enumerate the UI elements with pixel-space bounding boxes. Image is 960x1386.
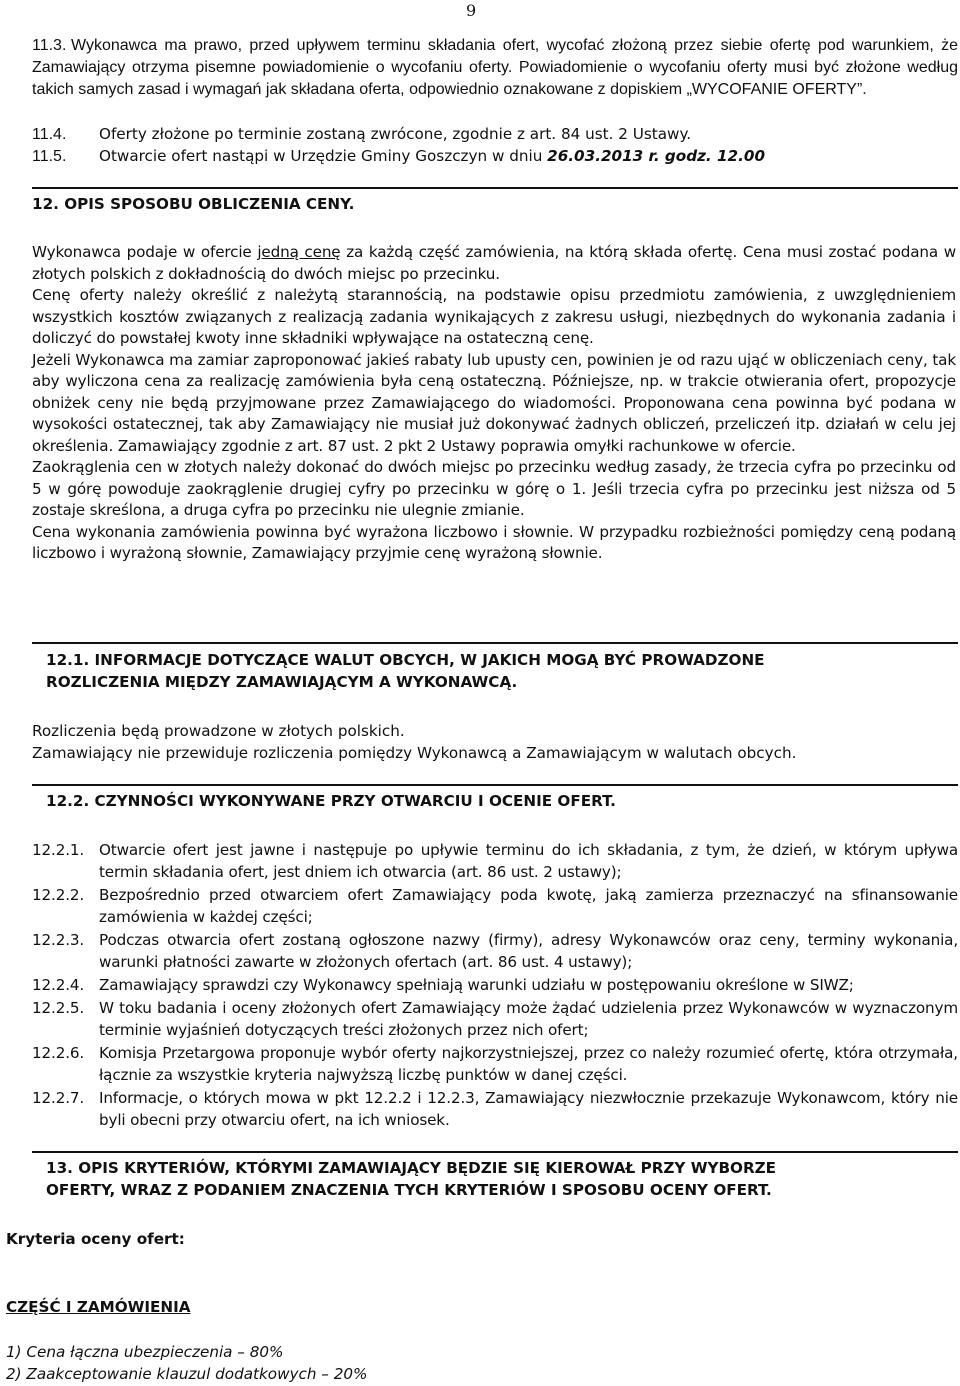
paragraph: Rozliczenia będą prowadzone w złotych polskich.	[32, 722, 405, 740]
paragraph-number: 11.3.	[32, 37, 67, 54]
heading-line: OFERTY, WRAZ Z PODANIEM ZNACZENIA TYCH KRYTERIÓW I SPOSOBU OCENY OFERT.	[46, 1180, 772, 1199]
item-text: Informacje, o których mowa w pkt 12.2.2 i 12.2.3, Zamawiający niezwłocznie przekazuje Wykonawcom, który nie byli obecni przy otwarciu ofert, na ich wniosek.	[99, 1089, 958, 1129]
heading-line: ROZLICZENIA MIĘDZY ZAMAWIAJĄCYM A WYKONAWCĄ.	[46, 672, 518, 691]
item-number: 12.2.6.	[32, 1044, 85, 1062]
section-12-1-heading	[46, 650, 956, 693]
heading-line: 13. OPIS KRYTERIÓW, KTÓRYMI ZAMAWIAJĄCY BĘDZIE SIĘ KIEROWAŁ PRZY WYBORZE	[46, 1159, 777, 1177]
paragraph-11-4	[32, 124, 958, 146]
section-12-2-heading: 12.2. CZYNNOŚCI WYKONYWANE PRZY OTWARCIU I OCENIE OFERT.	[46, 792, 616, 810]
item-number: 12.2.3.	[32, 931, 85, 949]
section-12-heading: 12. OPIS SPOSOBU OBLICZENIA CENY.	[32, 195, 355, 213]
list-item	[32, 840, 958, 883]
section-divider	[32, 642, 958, 644]
heading-line: 12.1. INFORMACJE DOTYCZĄCE WALUT OBCYCH, W JAKICH MOGĄ BYĆ PROWADZONE	[46, 651, 765, 669]
item-text: W toku badania i oceny złożonych ofert Zamawiający może żądać udzielenia przez Wykonawców w wyznaczonym terminie wyjaśnień dotyczących treści złożonych przez nich ofert;	[99, 999, 958, 1039]
criteria-label: Kryteria oceny ofert:	[6, 1230, 185, 1248]
list-item	[32, 975, 958, 997]
list-item	[32, 1088, 958, 1131]
item-text: Zamawiający sprawdzi czy Wykonawcy spełniają warunki udziału w postępowaniu określone w SIWZ;	[99, 976, 854, 994]
paragraph-number: 11.5.	[32, 148, 67, 165]
paragraph: Cenę oferty należy określić z należytą starannością, na podstawie opisu przedmiotu zamówienia, z uwzględnieniem wszystkich kosztów związanych z realizacją zadania wynikających z zakresu usługi, niezbędnych do wykonania zadania i doliczyć do powstałej kwoty inne składniki wpływające na ostateczną cenę.	[32, 286, 956, 347]
underlined-text: jedną cenę	[257, 243, 341, 261]
criterion-item: 2) Zaakceptowanie klauzul dodatkowych – 20%	[6, 1364, 368, 1383]
paragraph-text: Otwarcie ofert nastąpi w Urzędzie Gminy Goszczyn w dniu	[99, 147, 548, 165]
list-item	[32, 930, 958, 973]
item-number: 12.2.1.	[32, 841, 85, 859]
text-run: za każdą część zamówienia, na którą składa ofertę. Cena musi zostać podana w złotych polskich z dokładnością do dwóch miejsc po przecinku.	[32, 243, 956, 283]
paragraph-text: Wykonawca ma prawo, przed upływem terminu składania ofert, wycofać złożoną przez siebie ofertę pod warunkiem, że Zamawiający otrzyma pisemne powiadomienie o wycofaniu oferty. Powiadomienie o wycofaniu oferty musi być złożone według takich samych zasad i wymagań jak składana oferta, odpowiednio oznakowane z dopiskiem „WYCOFANIE OFERTY”.	[32, 37, 958, 98]
text-run: Wykonawca podaje w ofercie	[32, 243, 258, 261]
paragraph: Cena wykonania zamówienia powinna być wyrażona liczbowo i słownie. W przypadku rozbieżności pomiędzy ceną podaną liczbowo i wyrażoną słownie, Zamawiający przyjmie cenę wyrażoną słownie.	[32, 522, 956, 562]
paragraph-11-5	[32, 146, 958, 168]
list-item	[32, 1043, 958, 1086]
criterion-item: 1) Cena łączna ubezpieczenia – 80%	[6, 1343, 284, 1361]
item-number: 12.2.4.	[32, 976, 85, 994]
section-12-1-text	[32, 721, 958, 764]
paragraph-11-3	[32, 35, 958, 101]
paragraph-text: Oferty złożone po terminie zostaną zwrócone, zgodnie z art. 84 ust. 2 Ustawy.	[99, 125, 692, 143]
opening-date: 26.03.2013 r. godz. 12.00	[547, 147, 766, 165]
item-number: 12.2.2.	[32, 886, 85, 904]
section-divider	[32, 187, 958, 189]
section-12-text	[32, 242, 956, 565]
part-label: CZĘŚĆ I ZAMÓWIENIA	[6, 1298, 191, 1316]
item-text: Otwarcie ofert jest jawne i następuje po upływie terminu do ich składania, z tym, że dzień, w którym upływa termin składania ofert, jest dniem ich otwarcia (art. 86 ust. 2 ustawy);	[99, 841, 958, 881]
item-text: Komisja Przetargowa proponuje wybór oferty najkorzystniejszej, przez co należy rozumieć ofertę, która otrzymała, łącznie za wszystkie kryteria najwyższą liczbę punktów w danej części.	[99, 1044, 958, 1084]
paragraph: Zaokrąglenia cen w złotych należy dokonać do dwóch miejsc po przecinku według zasady, że trzecia cyfra po przecinku od 5 w górę powoduje zaokrąglenie drugiej cyfry po przecinku w górę o 1. Jeśli trzecia cyfra po przecinku jest niższa od 5 zostaje skreślona, a druga cyfra po przecinku nie ulegnie zmianie.	[32, 458, 956, 519]
paragraph: Zamawiający nie przewiduje rozliczenia pomiędzy Wykonawcą a Zamawiającym w walutach obcych.	[32, 743, 797, 762]
section-13-heading	[46, 1158, 958, 1201]
paragraph	[32, 242, 956, 285]
paragraph-number: 11.4.	[32, 126, 67, 143]
section-divider	[32, 784, 958, 786]
paragraph: Jeżeli Wykonawca ma zamiar zaproponować jakieś rabaty lub upusty cen, powinien je od razu ująć w obliczeniach ceny, tak aby wyliczona cena za realizację zamówienia była ceną ostateczną. Późniejsze, np. w trakcie otwierania ofert, propozycje obniżek ceny nie będą przyjmowane przez Zamawiającego do wiadomości. Proponowana cena powinna być podana w wysokości ostatecznej, tak aby Zamawiający nie musiał już dokonywać żadnych obliczeń, przeliczeń itp. działań w celu jej określenia. Zamawiający zgodnie z art. 87 ust. 2 pkt 2 Ustawy poprawia omyłki rachunkowe w ofercie.	[32, 350, 956, 455]
item-number: 12.2.7.	[32, 1089, 85, 1107]
section-divider	[32, 1151, 958, 1153]
list-item	[32, 998, 958, 1041]
item-text: Podczas otwarcia ofert zostaną ogłoszone nazwy (firmy), adresy Wykonawców oraz ceny, terminy wykonania, warunki płatności zawarte w złożonych ofertach (art. 86 ust. 4 ustawy);	[99, 931, 958, 971]
page-number: 9	[466, 1, 477, 20]
criteria-list	[6, 1342, 367, 1385]
item-number: 12.2.5.	[32, 999, 85, 1017]
list-item	[32, 885, 958, 928]
item-text: Bezpośrednio przed otwarciem ofert Zamawiający poda kwotę, jaką zamierza przeznaczyć na sfinansowanie zamówienia w każdej części;	[99, 886, 958, 926]
